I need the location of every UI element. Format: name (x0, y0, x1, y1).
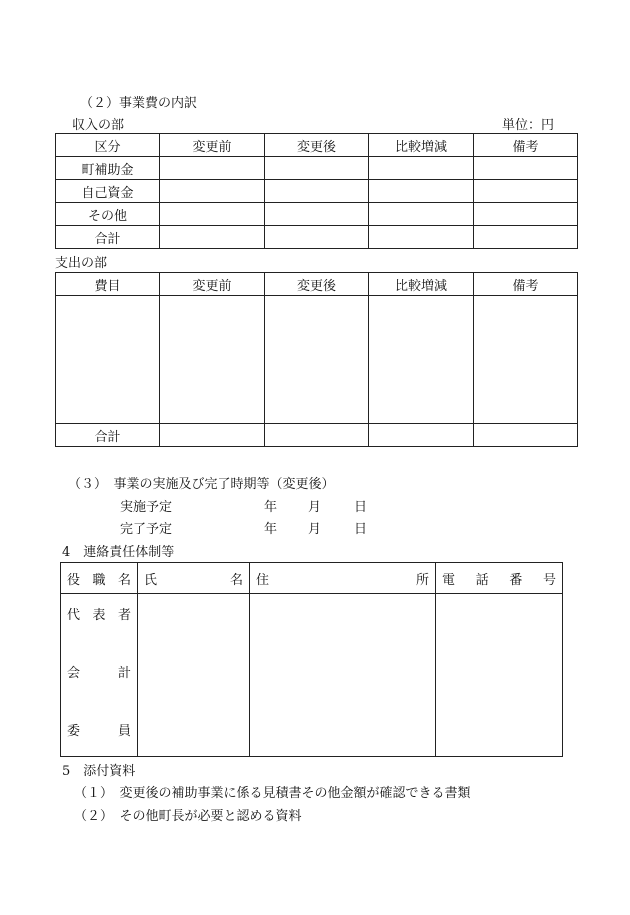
income-label: 収入の部 (72, 118, 125, 133)
income-header-after: 変更後 (265, 134, 369, 157)
table-row (56, 157, 578, 180)
header-phone: 電 話 番 号 (436, 563, 563, 594)
role-accountant: 会 計 (67, 666, 131, 681)
expense-total-label: 合計 (56, 424, 160, 447)
income-header-row (56, 134, 578, 157)
table-row (56, 226, 578, 249)
expense-label: 支出の部 (55, 256, 108, 271)
section2-heading: （２）事業費の内訳 (80, 96, 198, 111)
income-header-before: 変更前 (160, 134, 265, 157)
table-row (56, 180, 578, 203)
section5-heading: 5 添付資料 (62, 764, 136, 779)
schedule-start-month: 月 (308, 500, 322, 515)
header-address: 住 所 (250, 563, 436, 594)
expense-header-after: 変更後 (265, 273, 369, 296)
expense-header-diff: 比較増減 (369, 273, 474, 296)
header-role: 役 職 名 (61, 563, 138, 594)
income-row-label: 町補助金 (56, 157, 160, 180)
expense-table (55, 272, 578, 447)
income-row-label: 自己資金 (56, 180, 160, 203)
role-member: 委 員 (67, 724, 131, 739)
schedule-end-day: 日 (354, 522, 368, 537)
schedule-end-year: 年 (264, 522, 278, 537)
section3-heading: （３） 事業の実施及び完了時期等（変更後） (68, 477, 335, 492)
contact-header-row (61, 563, 563, 594)
income-header-category: 区分 (56, 134, 160, 157)
header-name: 氏 名 (138, 563, 250, 594)
expense-body-row (56, 296, 578, 424)
table-row (56, 203, 578, 226)
role-representative: 代 表 者 (67, 608, 131, 623)
schedule-start-year: 年 (264, 500, 278, 515)
section4-heading: 4 連絡責任体制等 (62, 545, 175, 560)
income-header-diff: 比較増減 (369, 134, 474, 157)
schedule-start-day: 日 (354, 500, 368, 515)
attachment-item: （１） 変更後の補助事業に係る見積書その他金額が確認できる書類 (74, 786, 471, 801)
role-column (61, 594, 138, 757)
schedule-end-label: 完了予定 (120, 522, 173, 537)
expense-header-row (56, 273, 578, 296)
income-header-notes: 備考 (474, 134, 578, 157)
income-row-label: その他 (56, 203, 160, 226)
attachment-item: （２） その他町長が必要と認める資料 (74, 809, 302, 824)
income-table (55, 133, 578, 249)
unit-label: 単位：円 (502, 118, 555, 133)
schedule-start-label: 実施予定 (120, 500, 173, 515)
schedule-end-month: 月 (308, 522, 322, 537)
income-row-label: 合計 (56, 226, 160, 249)
contact-body-row (61, 594, 563, 757)
expense-header-item: 費目 (56, 273, 160, 296)
expense-header-before: 変更前 (160, 273, 265, 296)
table-row (56, 424, 578, 447)
contact-table (60, 562, 563, 757)
expense-header-notes: 備考 (474, 273, 578, 296)
